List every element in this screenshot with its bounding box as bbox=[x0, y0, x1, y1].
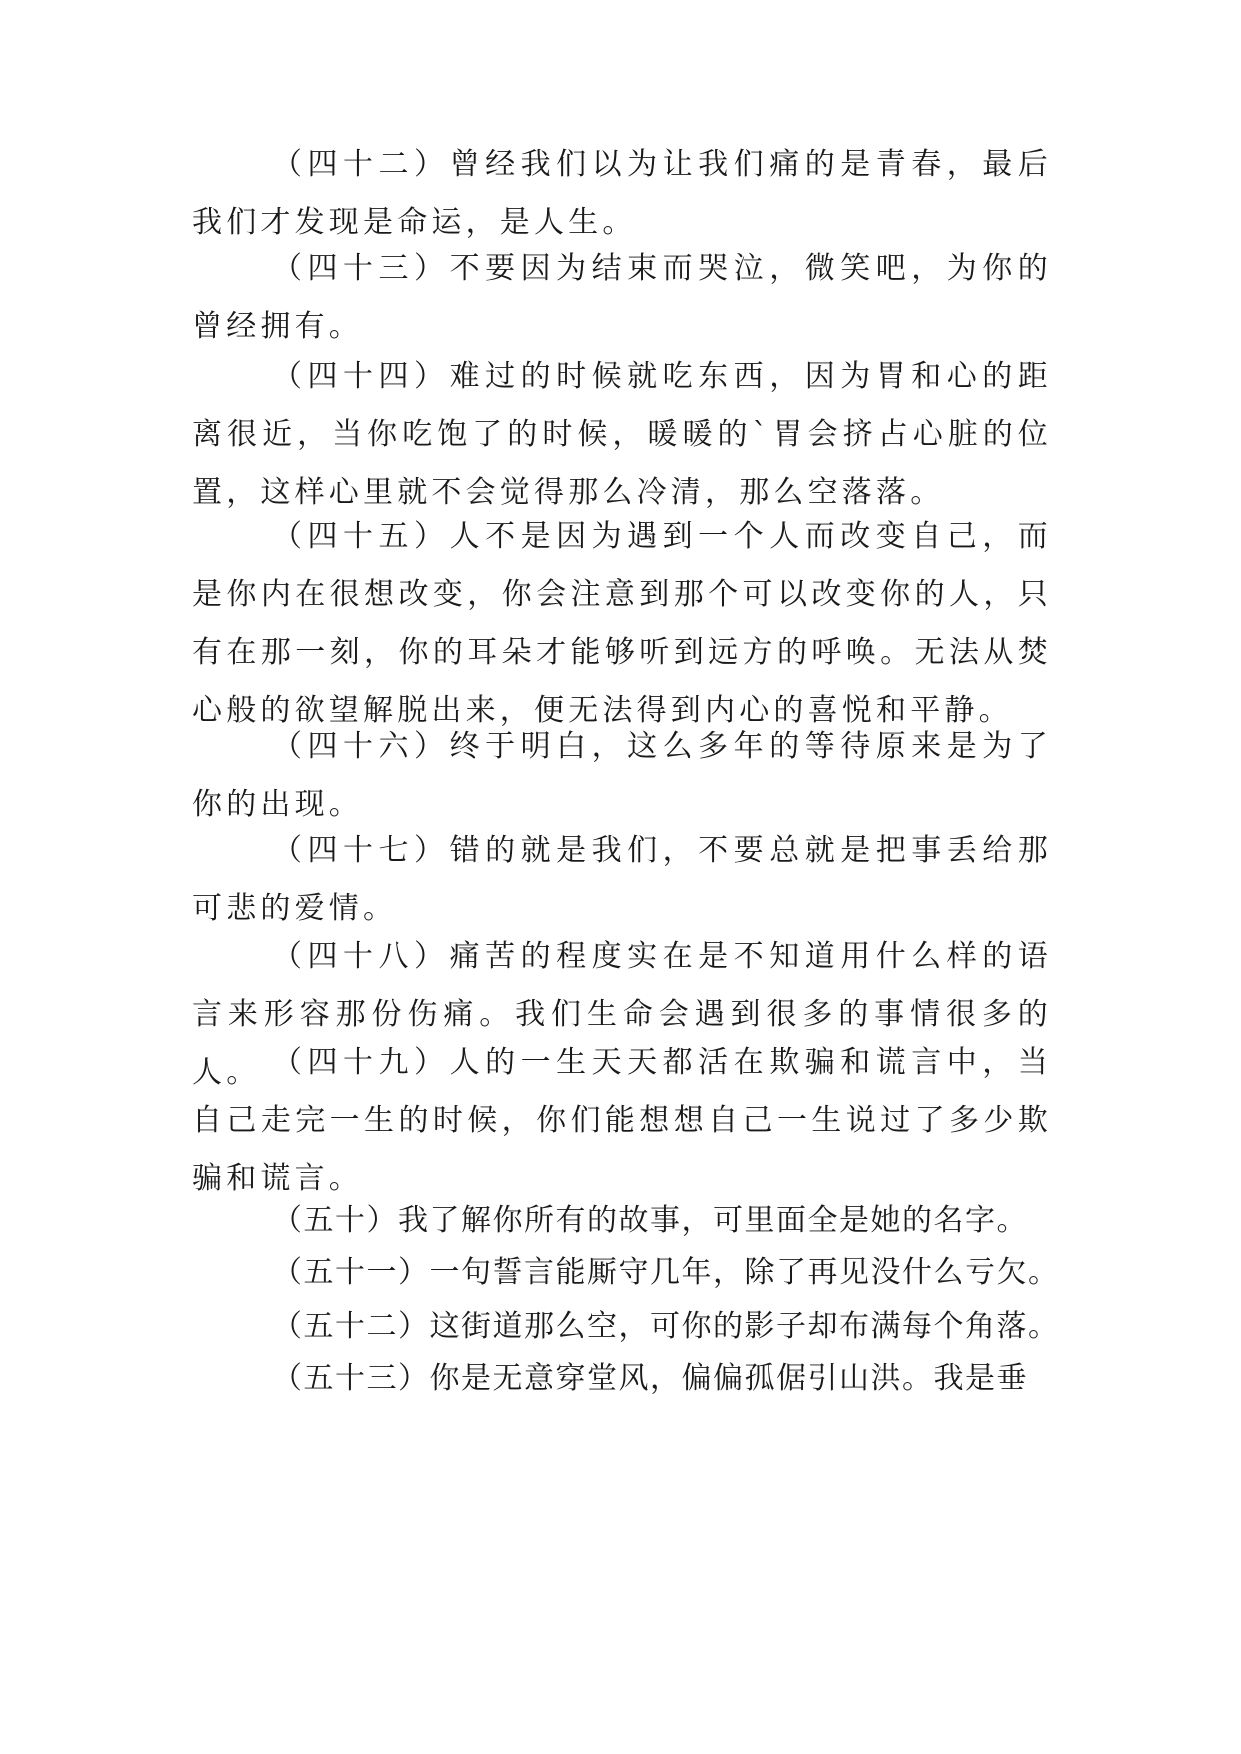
paragraph-46: （四十六）终于明白，这么多年的等待原来是为了你的出现。 bbox=[192, 729, 1052, 822]
paragraph-51: （五十一）一句誓言能厮守几年，除了再见没什么亏欠。 bbox=[272, 1255, 1060, 1290]
document-page bbox=[192, 0, 1060, 1754]
paragraph-53: （五十三）你是无意穿堂风，偏偏孤倨引山洪。我是垂 bbox=[272, 1361, 1028, 1396]
paragraph-47: （四十七）错的就是我们，不要总就是把事丢给那可悲的爱情。 bbox=[192, 833, 1052, 926]
paragraph-48: （四十八）痛苦的程度实在是不知道用什么样的语言来形容那份伤痛。我们生命会遇到很多的事情很多的人。 bbox=[192, 939, 1052, 1090]
paragraph-50: （五十）我了解你所有的故事，可里面全是她的名字。 bbox=[272, 1203, 1028, 1238]
paragraph-42: （四十二）曾经我们以为让我们痛的是青春，最后我们才发现是命运，是人生。 bbox=[192, 147, 1052, 240]
paragraph-49: （四十九）人的一生天天都活在欺骗和谎言中，当自己走完一生的时候，你们能想想自己一生说过了多少欺骗和谎言。 bbox=[192, 1045, 1052, 1196]
paragraph-45: （四十五）人不是因为遇到一个人而改变自己，而是你内在很想改变，你会注意到那个可以改变你的人，只有在那一刻，你的耳朵才能够听到远方的呼唤。无法从焚心般的欲望解脱出来，便无法得到内心的喜悦和平静。 bbox=[192, 519, 1052, 728]
paragraph-43: （四十三）不要因为结束而哭泣，微笑吧，为你的曾经拥有。 bbox=[192, 251, 1052, 344]
paragraph-44: （四十四）难过的时候就吃东西，因为胃和心的距离很近，当你吃饱了的时候，暖暖的`胃会挤占心脏的位置，这样心里就不会觉得那么冷清，那么空落落。 bbox=[192, 359, 1052, 510]
paragraph-52: （五十二）这街道那么空，可你的影子却布满每个角落。 bbox=[272, 1309, 1060, 1344]
